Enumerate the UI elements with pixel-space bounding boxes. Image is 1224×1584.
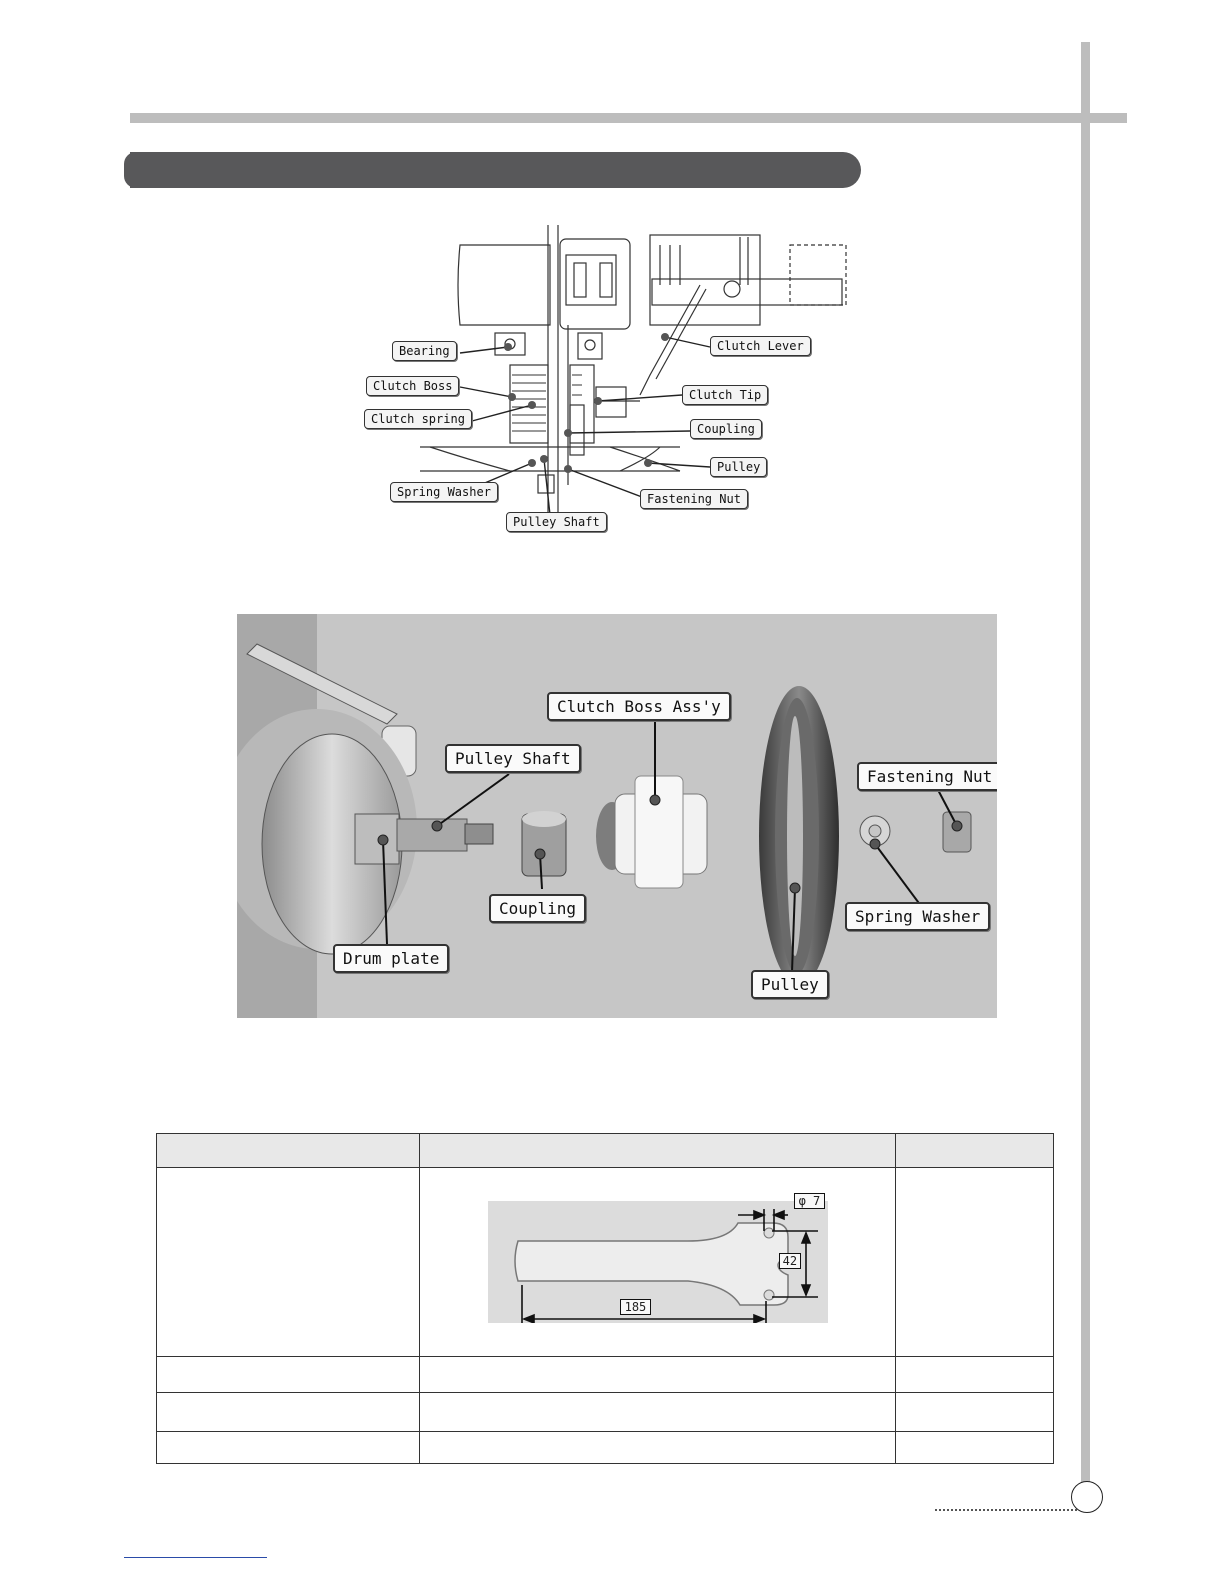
table-cell	[420, 1393, 896, 1432]
label-clutch-tip: Clutch Tip	[682, 385, 768, 405]
label-fastening-nut: Fastening Nut	[640, 489, 748, 509]
table-cell	[157, 1432, 420, 1464]
table-header-row	[157, 1134, 1054, 1168]
label-clutch-lever: Clutch Lever	[710, 336, 811, 356]
footer-dotted-line	[935, 1509, 1077, 1511]
table-cell	[896, 1432, 1054, 1464]
section-title-bar	[130, 152, 861, 188]
label-spring-washer: Spring Washer	[390, 482, 498, 502]
dim-width-label: 42	[779, 1253, 801, 1269]
photo-label-coupling: Coupling	[489, 894, 586, 923]
table-cell	[157, 1357, 420, 1393]
table-cell	[420, 1357, 896, 1393]
spanner-drawing	[488, 1201, 828, 1323]
clutch-assembly-diagram	[360, 225, 860, 545]
table-header-cell	[420, 1134, 896, 1168]
photo-label-clutch-boss-assy: Clutch Boss Ass'y	[547, 692, 731, 721]
table-header-cell	[157, 1134, 420, 1168]
right-margin-bar	[1081, 42, 1090, 1510]
label-pulley-shaft: Pulley Shaft	[506, 512, 607, 532]
table-cell-tool-image	[420, 1168, 896, 1357]
table-cell	[157, 1168, 420, 1357]
label-coupling: Coupling	[690, 419, 762, 439]
header-rule	[130, 113, 1127, 123]
label-pulley: Pulley	[710, 457, 767, 477]
photo-label-pulley: Pulley	[751, 970, 829, 999]
dim-length-label: 185	[620, 1299, 652, 1315]
photo-label-drum-plate: Drum plate	[333, 944, 449, 973]
table-cell	[420, 1432, 896, 1464]
table-row	[157, 1432, 1054, 1464]
photo-label-pulley-shaft: Pulley Shaft	[445, 744, 581, 773]
table-cell	[896, 1357, 1054, 1393]
label-clutch-boss: Clutch Boss	[366, 376, 459, 396]
tool-table	[156, 1133, 1054, 1464]
spanner-tool-figure	[488, 1194, 828, 1323]
table-header-cell	[896, 1134, 1054, 1168]
dim-hole-label: φ 7	[794, 1193, 826, 1209]
table-cell	[157, 1393, 420, 1432]
table-row	[157, 1393, 1054, 1432]
page-number-circle	[1071, 1481, 1103, 1513]
footer-link-underline	[124, 1557, 267, 1558]
parts-photo	[237, 614, 997, 1018]
label-bearing: Bearing	[392, 341, 457, 361]
label-clutch-spring: Clutch spring	[364, 409, 472, 429]
photo-label-fastening-nut: Fastening Nut	[857, 762, 997, 791]
photo-label-spring-washer: Spring Washer	[845, 902, 990, 931]
table-cell	[896, 1168, 1054, 1357]
table-cell	[896, 1393, 1054, 1432]
table-row	[157, 1168, 1054, 1357]
table-row	[157, 1357, 1054, 1393]
